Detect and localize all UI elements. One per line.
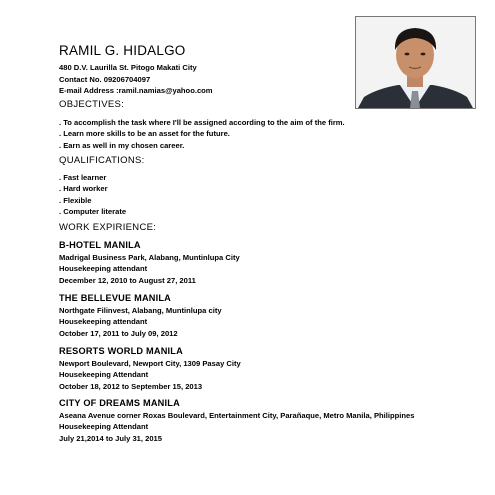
qualifications-heading: QUALIFICATIONS: — [59, 155, 145, 166]
job-employer: CITY OF DREAMS MANILA — [59, 398, 180, 408]
contact-block — [59, 62, 213, 97]
job-dates: December 12, 2010 to August 27, 2011 — [59, 275, 196, 285]
work-experience-heading: WORK EXPIRIENCE: — [59, 222, 157, 233]
objectives-list — [59, 117, 345, 151]
objective-item: . To accomplish the task where I'll be assigned according to the aim of the firm. — [59, 118, 345, 127]
job-dates: July 21,2014 to July 31, 2015 — [59, 433, 163, 443]
job-position: Housekeeping Attendant — [59, 370, 149, 380]
job-position: Housekeeping Attendant — [59, 422, 149, 432]
job-address: Newport Boulevard, Newport City, 1309 Pasay City — [59, 359, 241, 368]
qualifications-list — [59, 172, 126, 217]
portrait-image — [356, 17, 475, 108]
job-employer: RESORTS WORLD MANILA — [59, 346, 183, 356]
job-position: Housekeeping attendant — [59, 317, 148, 327]
job-employer: B-HOTEL MANILA — [59, 240, 141, 250]
qualification-item: . Flexible — [59, 195, 92, 205]
qualification-item: . Hard worker — [59, 184, 108, 194]
job-address: Aseana Avenue corner Roxas Boulevard, Entertainment City, Parañaque, Metro Manila, Philippines — [59, 411, 415, 420]
objective-item: . Earn as well in my chosen career. — [59, 140, 185, 150]
job-position: Housekeeping attendant — [59, 264, 148, 274]
job-dates: October 17, 2011 to July 09, 2012 — [59, 328, 178, 338]
job-dates: October 18, 2012 to September 15, 2013 — [59, 381, 203, 391]
contact-number: Contact No. 09206704097 — [59, 74, 151, 84]
qualification-item: . Computer literate — [59, 206, 127, 216]
job-address: Madrigal Business Park, Alabang, Muntinlupa City — [59, 253, 240, 262]
address-line: 480 D.V. Laurilla St. Pitogo Makati City — [59, 63, 197, 72]
objectives-heading: OBJECTIVES: — [59, 99, 125, 110]
applicant-photo — [355, 16, 476, 109]
job-address: Northgate Filinvest, Alabang, Muntinlupa city — [59, 306, 222, 315]
job-entry — [59, 346, 459, 392]
objective-item: . Learn more skills to be an asset for the future. — [59, 129, 230, 139]
email-address: E-mail Address :ramil.namias@yahoo.com — [59, 86, 213, 95]
job-employer: THE BELLEVUE MANILA — [59, 293, 172, 303]
qualification-item: . Fast learner — [59, 173, 107, 182]
job-entry — [59, 240, 459, 286]
applicant-name: RAMIL G. HIDALGO — [59, 43, 186, 58]
job-entry — [59, 293, 459, 339]
job-entry — [59, 398, 459, 444]
